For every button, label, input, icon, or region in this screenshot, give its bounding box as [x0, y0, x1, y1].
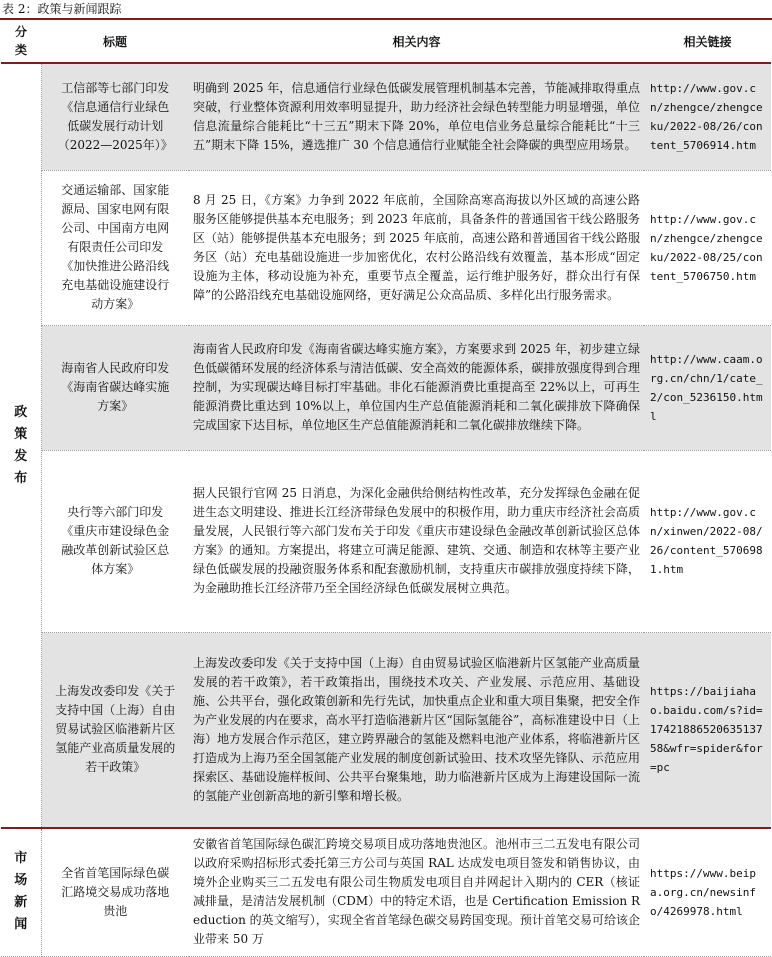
row-content: 据人民银行官网 25 日消息，为深化金融供给侧结构性改革，充分发挥绿色金融在促进生态文明建设、推进长江经济带绿色发展中的积极作用，助力重庆市经济社会高质量发展，人民银行等六部门发布关于印发《重庆市建设绿色金融改革创新试验区总体方案》的通知。方案提出，将建立可满足能源、建筑、交通、制造和农林等主要产业绿色低碳发展的投融资服务体系和配套激励机制，支持重庆市碳排放强度持续下降，为金融助推长江经济带乃至全国经济绿色低碳发展树立典范。: [189, 450, 644, 632]
policy-news-table: [1, 20, 771, 957]
row-link[interactable]: http://www.gov.cn/zhengce/zhengceku/2022-08/26/content_5706914.htm: [644, 63, 771, 170]
table-row: [1, 63, 771, 170]
row-content: 上海发改委印发《关于支持中国（上海）自由贸易试验区临港新片区氢能产业高质量发展的若干政策》，若干政策指出，围绕技术攻关、产业发展、示范应用、基础设施、公共平台，强化政策创新和先行先试，加快重点企业和重大项目集聚，把安全作为产业发展的内在要求，高水平打造临港新片区“国际氢能谷”，高标准建设中日（上海）地方发展合作示范区，建立跨界融合的氢能及燃料电池产业体系，将临港新片区打造成为上海乃至全国氢能产业发展的制度创新试验田、技术攻坚先锋队、示范应用探索区、基础设施样板间、公共平台聚集地，助力临港新片区成为上海建设国际一流的氢能产业创新高地的新引擎和增长极。: [189, 632, 644, 828]
table-row: [1, 828, 771, 956]
category-cell-policy: 政策发布: [1, 63, 41, 828]
row-title: 央行等六部门印发《重庆市建设绿色金融改革创新试验区总体方案》: [41, 450, 189, 632]
table-header-row: [1, 20, 771, 63]
row-content: 明确到 2025 年，信息通信行业绿色低碳发展管理机制基本完善，节能减排取得重点突破，行业整体资源利用效率明显提升，助力经济社会绿色转型能力明显增强，单位信息流量综合能耗比“十三五”期末下降 20%，单位电信业务总量综合能耗比“十三五”期末下降 15%，遴选推广 30 个信息通信行业赋能全社会降碳的典型应用场景。: [189, 63, 644, 170]
table-row: [1, 325, 771, 450]
row-title: 上海发改委印发《关于支持中国（上海）自由贸易试验区临港新片区氢能产业高质量发展的若干政策》: [41, 632, 189, 828]
row-content: 8 月 25 日，《方案》力争到 2022 年底前，全国除高寒高海拔以外区域的高速公路服务区能够提供基本充电服务；到 2023 年底前，具备条件的普通国省干线公路服务区（站）能够提供基本充电服务；到 2025 年底前，高速公路和普通国省干线公路服务区（站）充电基础设施进一步加密优化，农村公路沿线有效覆盖，基本形成“固定设施为主体，移动设施为补充，重要节点全覆盖，运行维护服务好，群众出行有保障”的公路沿线充电基础设施网络，更好满足公众高品质、多样化出行服务需求。: [189, 170, 644, 325]
category-cell-market: 市场新闻: [1, 828, 41, 956]
header-content: 相关内容: [189, 20, 644, 63]
row-link[interactable]: http://www.caam.org.cn/chn/1/cate_2/con_5236150.html: [644, 325, 771, 450]
row-title: 全省首笔国际绿色碳汇路境交易成功落地贵池: [41, 828, 189, 956]
header-category: 分类: [1, 20, 41, 63]
table-row: [1, 450, 771, 632]
row-link[interactable]: http://www.gov.cn/zhengce/zhengceku/2022-08/25/content_5706750.htm: [644, 170, 771, 325]
row-content: 安徽省首笔国际绿色碳汇跨境交易项目成功落地贵池区。池州市三二五发电有限公司以政府采购招标形式委托第三方公司与英国 RAL 达成发电项目签发和销售协议，由境外企业购买三二五发电有限公司生物质发电项目自并网起计入期内的 CER（核证减排量，是清洁发展机制（CDM）中的特定术语，也是 Certification Emission Reduction 的英文缩写），实现全省首笔绿色碳交易跨国变现。预计首笔交易可给该企业带来 50 万: [189, 828, 644, 956]
header-link: 相关链接: [644, 20, 771, 63]
row-link[interactable]: http://www.gov.cn/xinwen/2022-08/26/content_5706981.htm: [644, 450, 771, 632]
row-link[interactable]: https://baijiahao.baidu.com/s?id=1742188652063513758&wfr=spider&for=pc: [644, 632, 771, 828]
row-title: 交通运输部、国家能源局、国家电网有限公司、中国南方电网有限责任公司印发《加快推进公路沿线充电基础设施建设行动方案》: [41, 170, 189, 325]
table-row: [1, 632, 771, 828]
row-link[interactable]: https://www.beipa.org.cn/newsinfo/4269978.html: [644, 828, 771, 956]
row-title: 工信部等七部门印发《信息通信行业绿色低碳发展行动计划（2022—2025年）》: [41, 63, 189, 170]
table-caption: 表 2：政策与新闻跟踪: [0, 0, 772, 20]
row-content: 海南省人民政府印发《海南省碳达峰实施方案》，方案要求到 2025 年，初步建立绿色低碳循环发展的经济体系与清洁低碳、安全高效的能源体系，碳排放强度得到合理控制，为实现碳达峰目标打牢基础。非化石能源消费比重提高至 22%以上，可再生能源消费比重达到 10%以上，单位国内生产总值能源消耗和二氧化碳排放下降确保完成国家下达目标，单位地区生产总值能源消耗和二氧化碳排放继续下降。: [189, 325, 644, 450]
header-title: 标题: [41, 20, 189, 63]
row-title: 海南省人民政府印发《海南省碳达峰实施方案》: [41, 325, 189, 450]
table-row: [1, 170, 771, 325]
